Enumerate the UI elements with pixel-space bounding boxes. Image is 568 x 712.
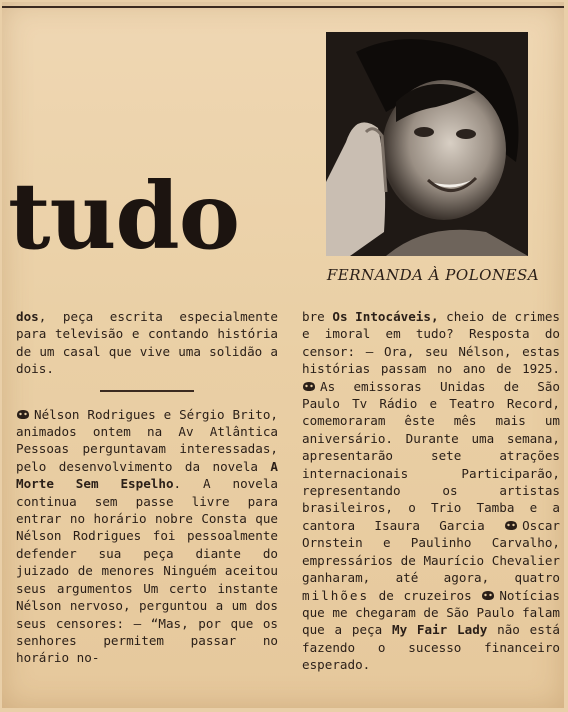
- mask-icon: [16, 409, 30, 420]
- left-column: [16, 308, 278, 667]
- play-title: My Fair Lady: [391, 622, 488, 638]
- spaced-word: milhões: [302, 587, 370, 603]
- right-text-d: Oscar Ornstein e Paulinho Carvalho, empressários de Maurício Chevalier ganharam, até agora, quatro: [302, 517, 560, 586]
- portrait-photo: [326, 32, 528, 256]
- right-text-e: de cruzeiros: [369, 587, 472, 603]
- section-divider: [100, 390, 194, 392]
- headline: tudo: [8, 162, 240, 270]
- left-paragraph-1: [16, 308, 278, 378]
- show-title: Os Intocáveis,: [332, 309, 439, 324]
- right-text-f: Notícias que me chegaram de São Paulo falam que a peça: [302, 587, 560, 638]
- mask-icon: [481, 590, 495, 601]
- right-column: [302, 308, 560, 674]
- left-paragraph-2: [16, 406, 278, 667]
- right-paragraph: [302, 308, 560, 674]
- right-text-b: cheio de crimes e imoral em tudo? Resposta do censor: — Ora, seu Nélson, estas histórias passam no ano de 1925.: [302, 309, 560, 377]
- right-text-c: As emissoras Unidas de São Paulo Tv Rádio e Teatro Record, comemoraram êste mês mais um aniversário. Durante uma semana, apresentarão sete atrações internacionais Participarão, representando os artistas brasileiros, o Trio Tamba e a cantora Isaura Garcia: [302, 378, 560, 533]
- newspaper-clipping: [2, 2, 564, 708]
- right-text-a: bre: [302, 309, 333, 324]
- mask-icon: [302, 381, 316, 392]
- mask-icon: [504, 520, 518, 531]
- photo-caption: FERNANDA À POLONESA: [326, 266, 540, 284]
- right-text-g: não está fazendo o sucesso financeiro esperado.: [302, 622, 560, 673]
- left-text-2a: Nélson Rodrigues e Sérgio Brito, animados ontem na Av Atlântica Pessoas perguntavam interessadas, pelo desenvolvimento da novela: [16, 406, 278, 474]
- left-text-2b: . A novela continua sem passe livre para entrar no horário nobre Consta que Nélson Rodrigues foi pessoalmente defender sua peça diante do juizado de menores Ninguém aceitou seus argumentos Um certo instante Nélson nervoso, perguntou a um dos seus censores: — “Mas, por que os senhores permitem passar no horário no-: [16, 476, 278, 666]
- left-text-1: , peça escrita especialmente para televisão e contando história de um casal que vive uma solidão a dois.: [16, 309, 278, 377]
- top-rule: [2, 6, 564, 8]
- lead-word: dos: [16, 309, 39, 324]
- novel-title: A Morte Sem Espelho: [16, 458, 278, 492]
